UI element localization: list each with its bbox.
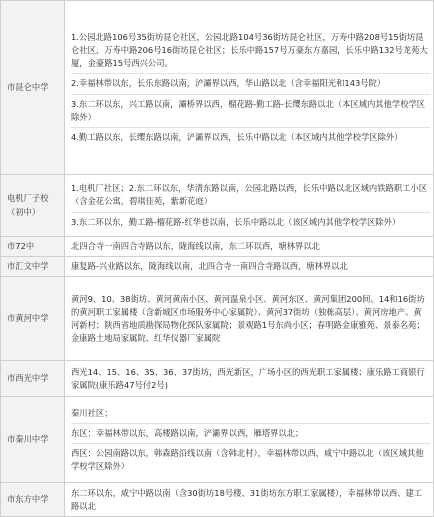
district-segment: 康复路-兴业路以东，陇海线以南，北四合寺一南四合寺路以西，塘林界以北: [71, 261, 348, 272]
district-description-cell: [65, 397, 434, 483]
table-row: [1, 397, 434, 483]
district-segment: 西区：公园南路以东，韩森路沿线以南（含韩北村），幸福林带以西，咸宁中路以北（该区域其他学校学区除外）: [71, 443, 430, 476]
school-name-cell: [1, 1, 65, 175]
school-name: 电机厂子校: [7, 193, 49, 204]
table-row: [1, 1, 434, 175]
table-row: [1, 361, 434, 397]
district-description-cell: [65, 361, 434, 397]
school-name-cell: [1, 257, 65, 277]
table-row: [1, 237, 434, 257]
school-name-cell: [1, 237, 65, 257]
district-segment: 3.东二环以东，勤工路-榴花路-红华巷以南，长乐中路以北（该区域内其他学校学区除外）: [71, 212, 430, 232]
district-description-cell: [65, 175, 434, 237]
school-name: 市东方中学: [7, 494, 49, 505]
district-segment: 东二环以东，咸宁中路以南（含30街坊18号楼、31街坊东方职工家属楼），幸福林带以西、建工路以北: [71, 487, 423, 511]
school-name: 市秦川中学: [7, 434, 49, 445]
district-segment: 秦川社区；: [71, 407, 113, 418]
district-segment: 4.勤工路以东，长缨东路以南，浐灞界以西，长乐中路以北（本区域内其他学校学区除外）: [71, 127, 430, 147]
school-name-suffix: （初中）: [7, 206, 41, 217]
district-segment: 3.东二环以东，兴工路以南，灞桥界以西，榴花路-勤工路-长缨东路以北（本区域内其他学校学区除外）: [71, 94, 430, 127]
district-segment: 东区：幸福林带以东，高楼路以南，浐灞界以西，雁塔界以北；: [71, 423, 430, 443]
district-description-cell: [65, 483, 434, 517]
school-name-cell: [1, 361, 65, 397]
school-name-cell: [1, 483, 65, 517]
district-segment: 2.幸福林带以东，长乐东路以南，浐灞界以西，华山路以北（含幸福阳光和143号院）: [71, 73, 430, 93]
school-name: 市昆仑中学: [7, 81, 49, 92]
district-description-cell: [65, 237, 434, 257]
school-name-cell: [1, 277, 65, 361]
school-name: 市黄河中学: [7, 313, 49, 324]
school-name: 市72中: [7, 241, 35, 251]
district-description-cell: [65, 277, 434, 361]
district-segment: 1.公园北路106号35街坊昆仑社区，公园北路104号36街坊昆仑社区，万寿中路208号15街坊昆仑社区，万寿中路206号16街坊昆仑社区；长乐中路157号万豪东方嘉园，长乐中路132号龙苑大厦，金豪路15号西兴公司。: [71, 32, 428, 69]
school-name: 市西光中学: [7, 373, 49, 384]
table-row: [1, 257, 434, 277]
table-row: [1, 277, 434, 361]
district-segment: 黄河9、10、38街坊、黄河黄南小区、黄河温泉小区、黄河东区、黄河集团200间、14和16街坊的黄河职工家属楼（含新城区市场服务中心家属院）、黄河37街坊（独栋高层）、黄河房地产、黄河新村；陕西省地质勘探局物化探队家属院；景观路1号东尚小区；春明路金康雅苑、景泰名苑；金康路土地局家属院、红华仪器厂家属院: [71, 293, 425, 343]
district-segment: 西光14、15、16、35、36、37街坊，西光新区，广场小区的西光职工家属楼；康乐路工商银行家属院(康乐路47号付2号): [71, 366, 425, 390]
table-row: [1, 175, 434, 237]
table-row: [1, 483, 434, 517]
district-segment: 1.电机厂社区；2.东二环以东，华清东路以南，公园北路以西，长乐中路以北区域内铁路职工小区（含金花公寓，碧琪佳苑，紫新花庭）: [71, 183, 428, 207]
district-description-cell: [65, 1, 434, 175]
school-name-cell: [1, 175, 65, 237]
district-segment: 北四合寺一南四合寺路以东，陇海线以南，东二环以西，塘林界以北: [71, 241, 320, 251]
district-description-cell: [65, 257, 434, 277]
school-name-cell: [1, 397, 65, 483]
school-name: 市汇文中学: [7, 261, 49, 272]
